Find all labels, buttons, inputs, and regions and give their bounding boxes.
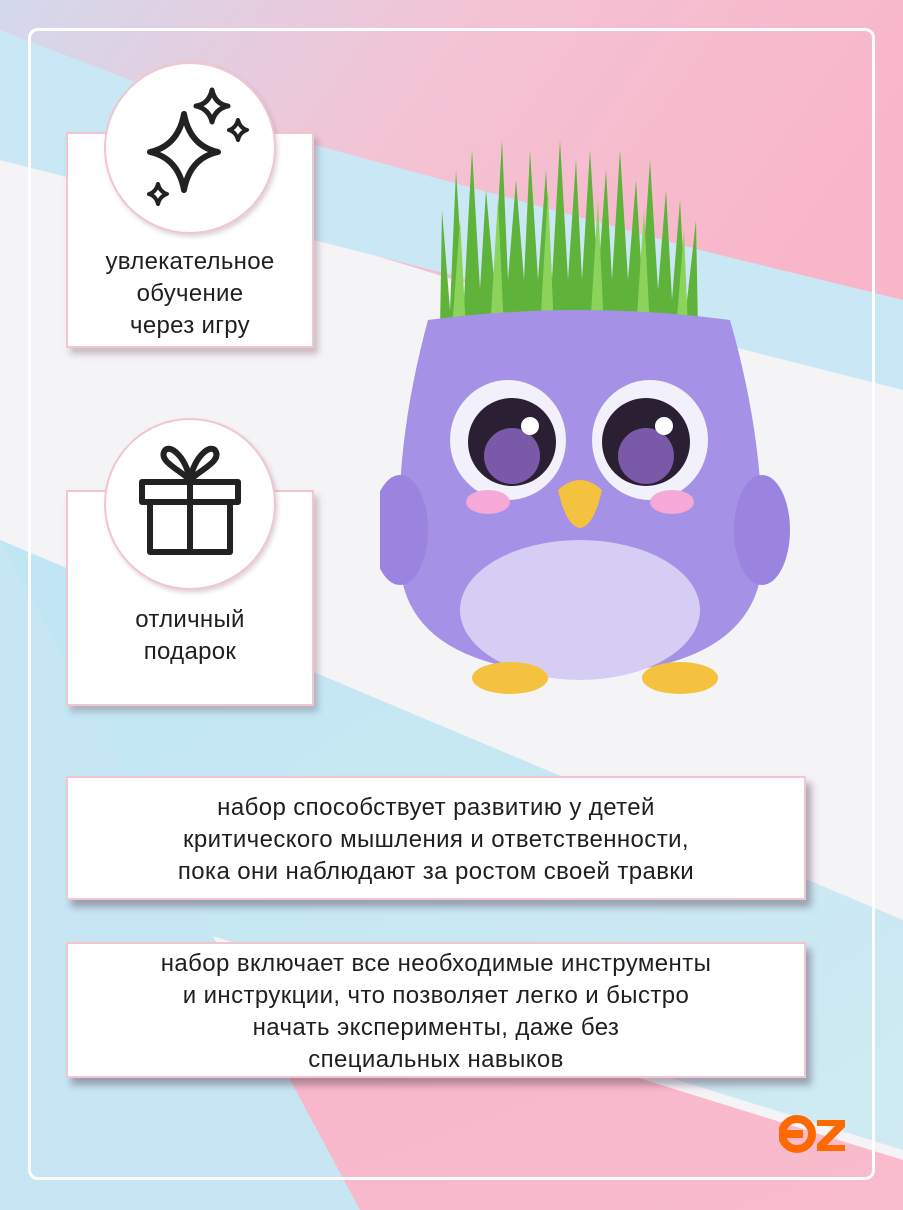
product-image [380,130,820,700]
info-line: специальных навыков [308,1046,564,1073]
feature-line: подарок [143,638,237,665]
sparkles-icon [106,64,274,232]
info-line: пока они наблюдают за ростом своей травки [177,858,695,885]
oz-logo [779,1114,847,1154]
owl-pot [380,310,790,694]
icon-circle-sparkles [104,62,276,234]
feature-line: через игру [130,312,250,339]
info-text-development [68,792,804,888]
gift-icon [106,420,274,588]
feature-text-gift [68,604,312,668]
feature-line: увлекательное [105,248,275,275]
feature-line: обучение [136,280,244,307]
info-card-contents [66,942,806,1078]
icon-circle-gift [104,418,276,590]
feature-line: отличный [135,606,245,633]
info-line: начать эксперименты, даже без [252,1014,620,1041]
info-line: и инструкции, что позволяет легко и быстро [182,982,690,1009]
grass [440,140,698,330]
info-text-contents [68,948,804,1076]
feature-text-learning [68,246,312,342]
info-card-development [66,776,806,900]
info-line: набор способствует развитию у детей [217,794,655,821]
info-line: набор включает все необходимые инструменты [160,950,712,977]
info-line: критического мышления и ответственности, [183,826,689,853]
